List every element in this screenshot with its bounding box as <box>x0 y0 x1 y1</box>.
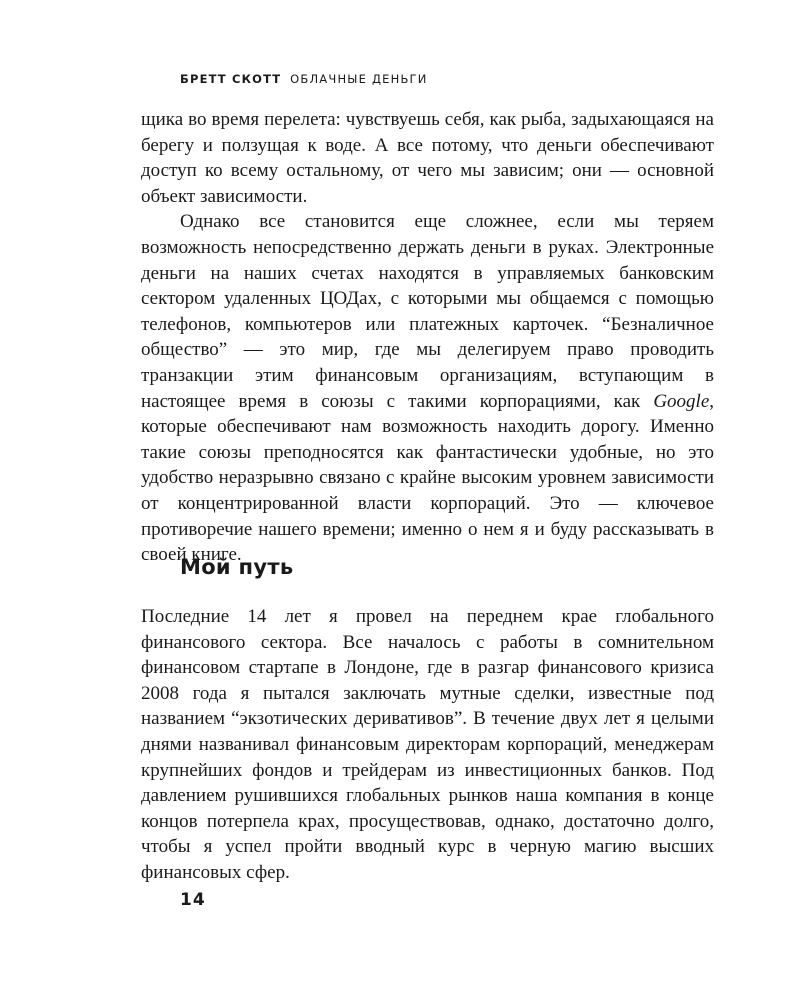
italic-brand-name: Google <box>653 390 710 412</box>
paragraph-cashless-society <box>141 209 714 567</box>
paragraph-text-before: Однако все становится еще сложнее, если мы теряем возможность непосредственно держать деньги в руках. Электронные деньги на наших счетах находятся в управляемых банковским сектором удаленных ЦОДах, с которыми мы общаемся с помощью телефонов, компьютеров или платежных карточек. “Безналичное общество” — это мир, где мы делегируем право проводить транзакции этим финансовым организациям, вступающим в настоящее время в союзы с такими корпорациями, как <box>141 211 714 412</box>
section-text-block <box>141 604 714 886</box>
main-text-block <box>141 107 714 568</box>
header-author: БРЕТТ СКОТТ <box>180 72 282 86</box>
running-header <box>180 72 428 86</box>
paragraph-text-after: , которые обеспечивают нам возможность находить дорогу. Именно такие союзы преподносятся как фантастически удобные, но это удобство неразрывно связано с крайне высоким уровнем зависимости от концентрированной власти корпораций. Это — ключевое противоречие нашего времени; именно о нем я и буду рассказывать в своей книге. <box>141 390 714 566</box>
header-book-title: ОБЛАЧНЫЕ ДЕНЬГИ <box>290 72 428 86</box>
paragraph-continuation: щика во время перелета: чувствуешь себя, как рыба, задыхающаяся на берегу и ползущая к воде. А все потому, что деньги обеспечивают доступ ко всему остальному, от чего мы зависим; они — основной объект зависимости. <box>141 109 714 207</box>
paragraph-my-path: Последние 14 лет я провел на переднем крае глобального финансового сектора. Все началось с работы в сомнительном финансовом стартапе в Лондоне, где в разгар финансового кризиса 2008 года я пытался заключать мутные сделки, известные под названием “экзотических деривативов”. В течение двух лет я целыми днями названивал финансовым директорам корпораций, менеджерам крупнейших фондов и трейдерам из инвестиционных банков. Под давлением рушившихся глобальных рынков наша компания в конце концов потерпела крах, просуществовав, однако, достаточно долго, чтобы я успел пройти вводный курс в черную магию высших финансовых сфер. <box>141 606 714 883</box>
page-number: 14 <box>180 890 206 910</box>
section-heading: Мой путь <box>180 555 294 579</box>
